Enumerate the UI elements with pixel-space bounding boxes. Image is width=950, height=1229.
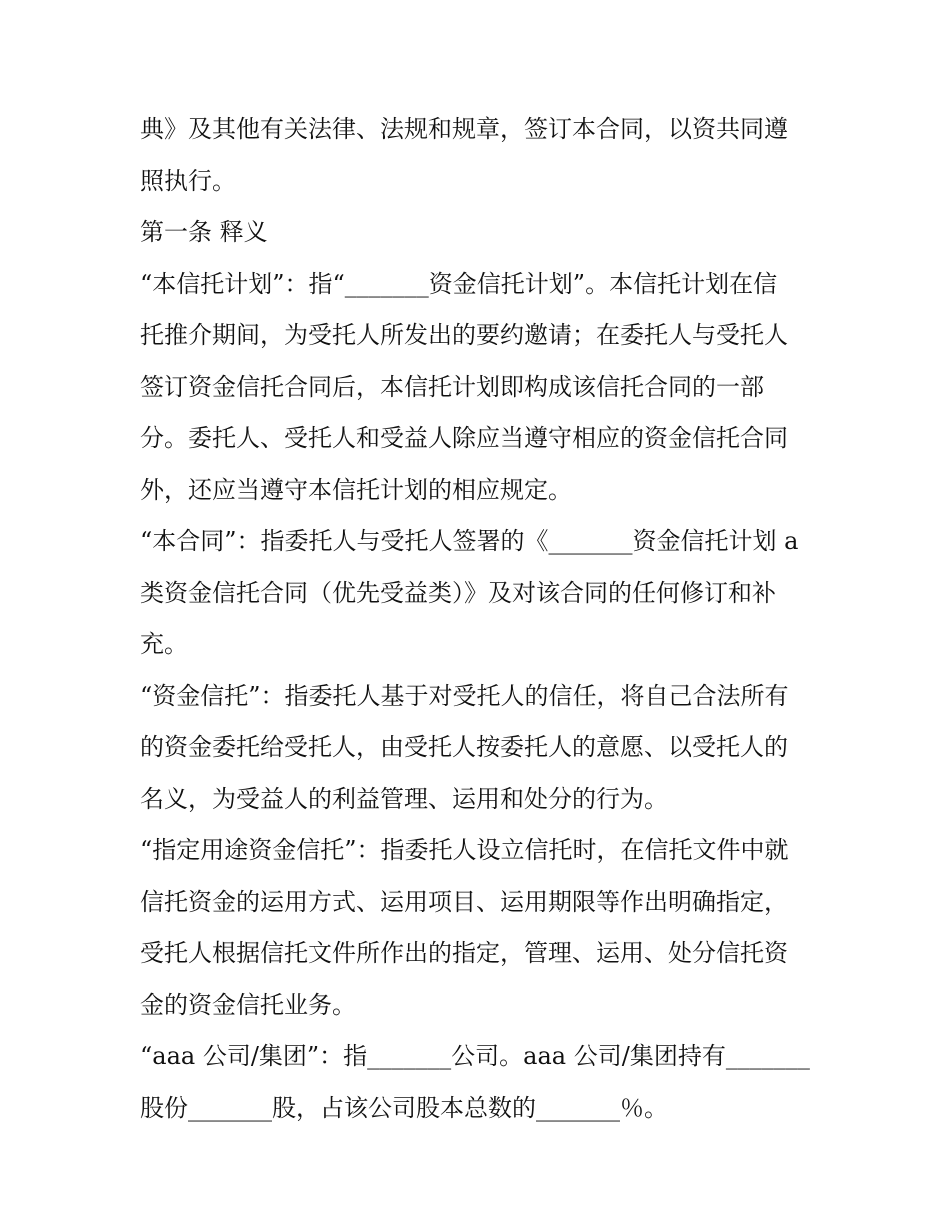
text-line: “本合同”：指委托人与受托人签署的《_______资金信托计划 a bbox=[140, 527, 799, 555]
text-line: “资金信托”：指委托人基于对受托人的信任，将自己合法所有 bbox=[140, 681, 789, 710]
text-line: 金的资金信托业务。 bbox=[140, 990, 356, 1019]
text-line: 分。委托人、受托人和受益人除应当遵守相应的资金信托合同 bbox=[140, 424, 788, 452]
text-line: 受托人根据信托文件所作出的指定，管理、运用、处分信托资 bbox=[140, 939, 788, 967]
text-line: 充。 bbox=[140, 630, 188, 658]
text-line: 的资金委托给受托人，由受托人按委托人的意愿、以受托人的 bbox=[140, 733, 788, 761]
text-line: 股份_______股，占该公司股本总数的_______％。 bbox=[140, 1093, 668, 1122]
text-line: “aaa 公司/集团”：指_______公司。aaa 公司/集团持有_______ bbox=[140, 1042, 810, 1070]
text-line: 托推介期间，为受托人所发出的要约邀请；在委托人与受托人 bbox=[140, 321, 788, 349]
article-heading: 第一条 释义 bbox=[140, 218, 268, 246]
text-line: “指定用途资金信托”：指委托人设立信托时，在信托文件中就 bbox=[140, 836, 789, 864]
text-line: 典》及其他有关法律、法规和规章，签订本合同，以资共同遵 bbox=[140, 115, 788, 143]
document-body bbox=[140, 104, 820, 1134]
text-line: 签订资金信托合同后，本信托计划即构成该信托合同的一部 bbox=[140, 372, 764, 401]
text-line: 名义，为受益人的利益管理、运用和处分的行为。 bbox=[140, 784, 668, 813]
text-line: 类资金信托合同（优先受益类）》及对该合同的任何修订和补 bbox=[140, 578, 776, 607]
text-line: “本信托计划”：指“_______资金信托计划”。本信托计划在信 bbox=[140, 269, 778, 298]
text-line: 信托资金的运用方式、运用项目、运用期限等作出明确指定， bbox=[140, 887, 788, 916]
text-line: 外，还应当遵守本信托计划的相应规定。 bbox=[140, 475, 572, 504]
text-line: 照执行。 bbox=[140, 166, 236, 195]
